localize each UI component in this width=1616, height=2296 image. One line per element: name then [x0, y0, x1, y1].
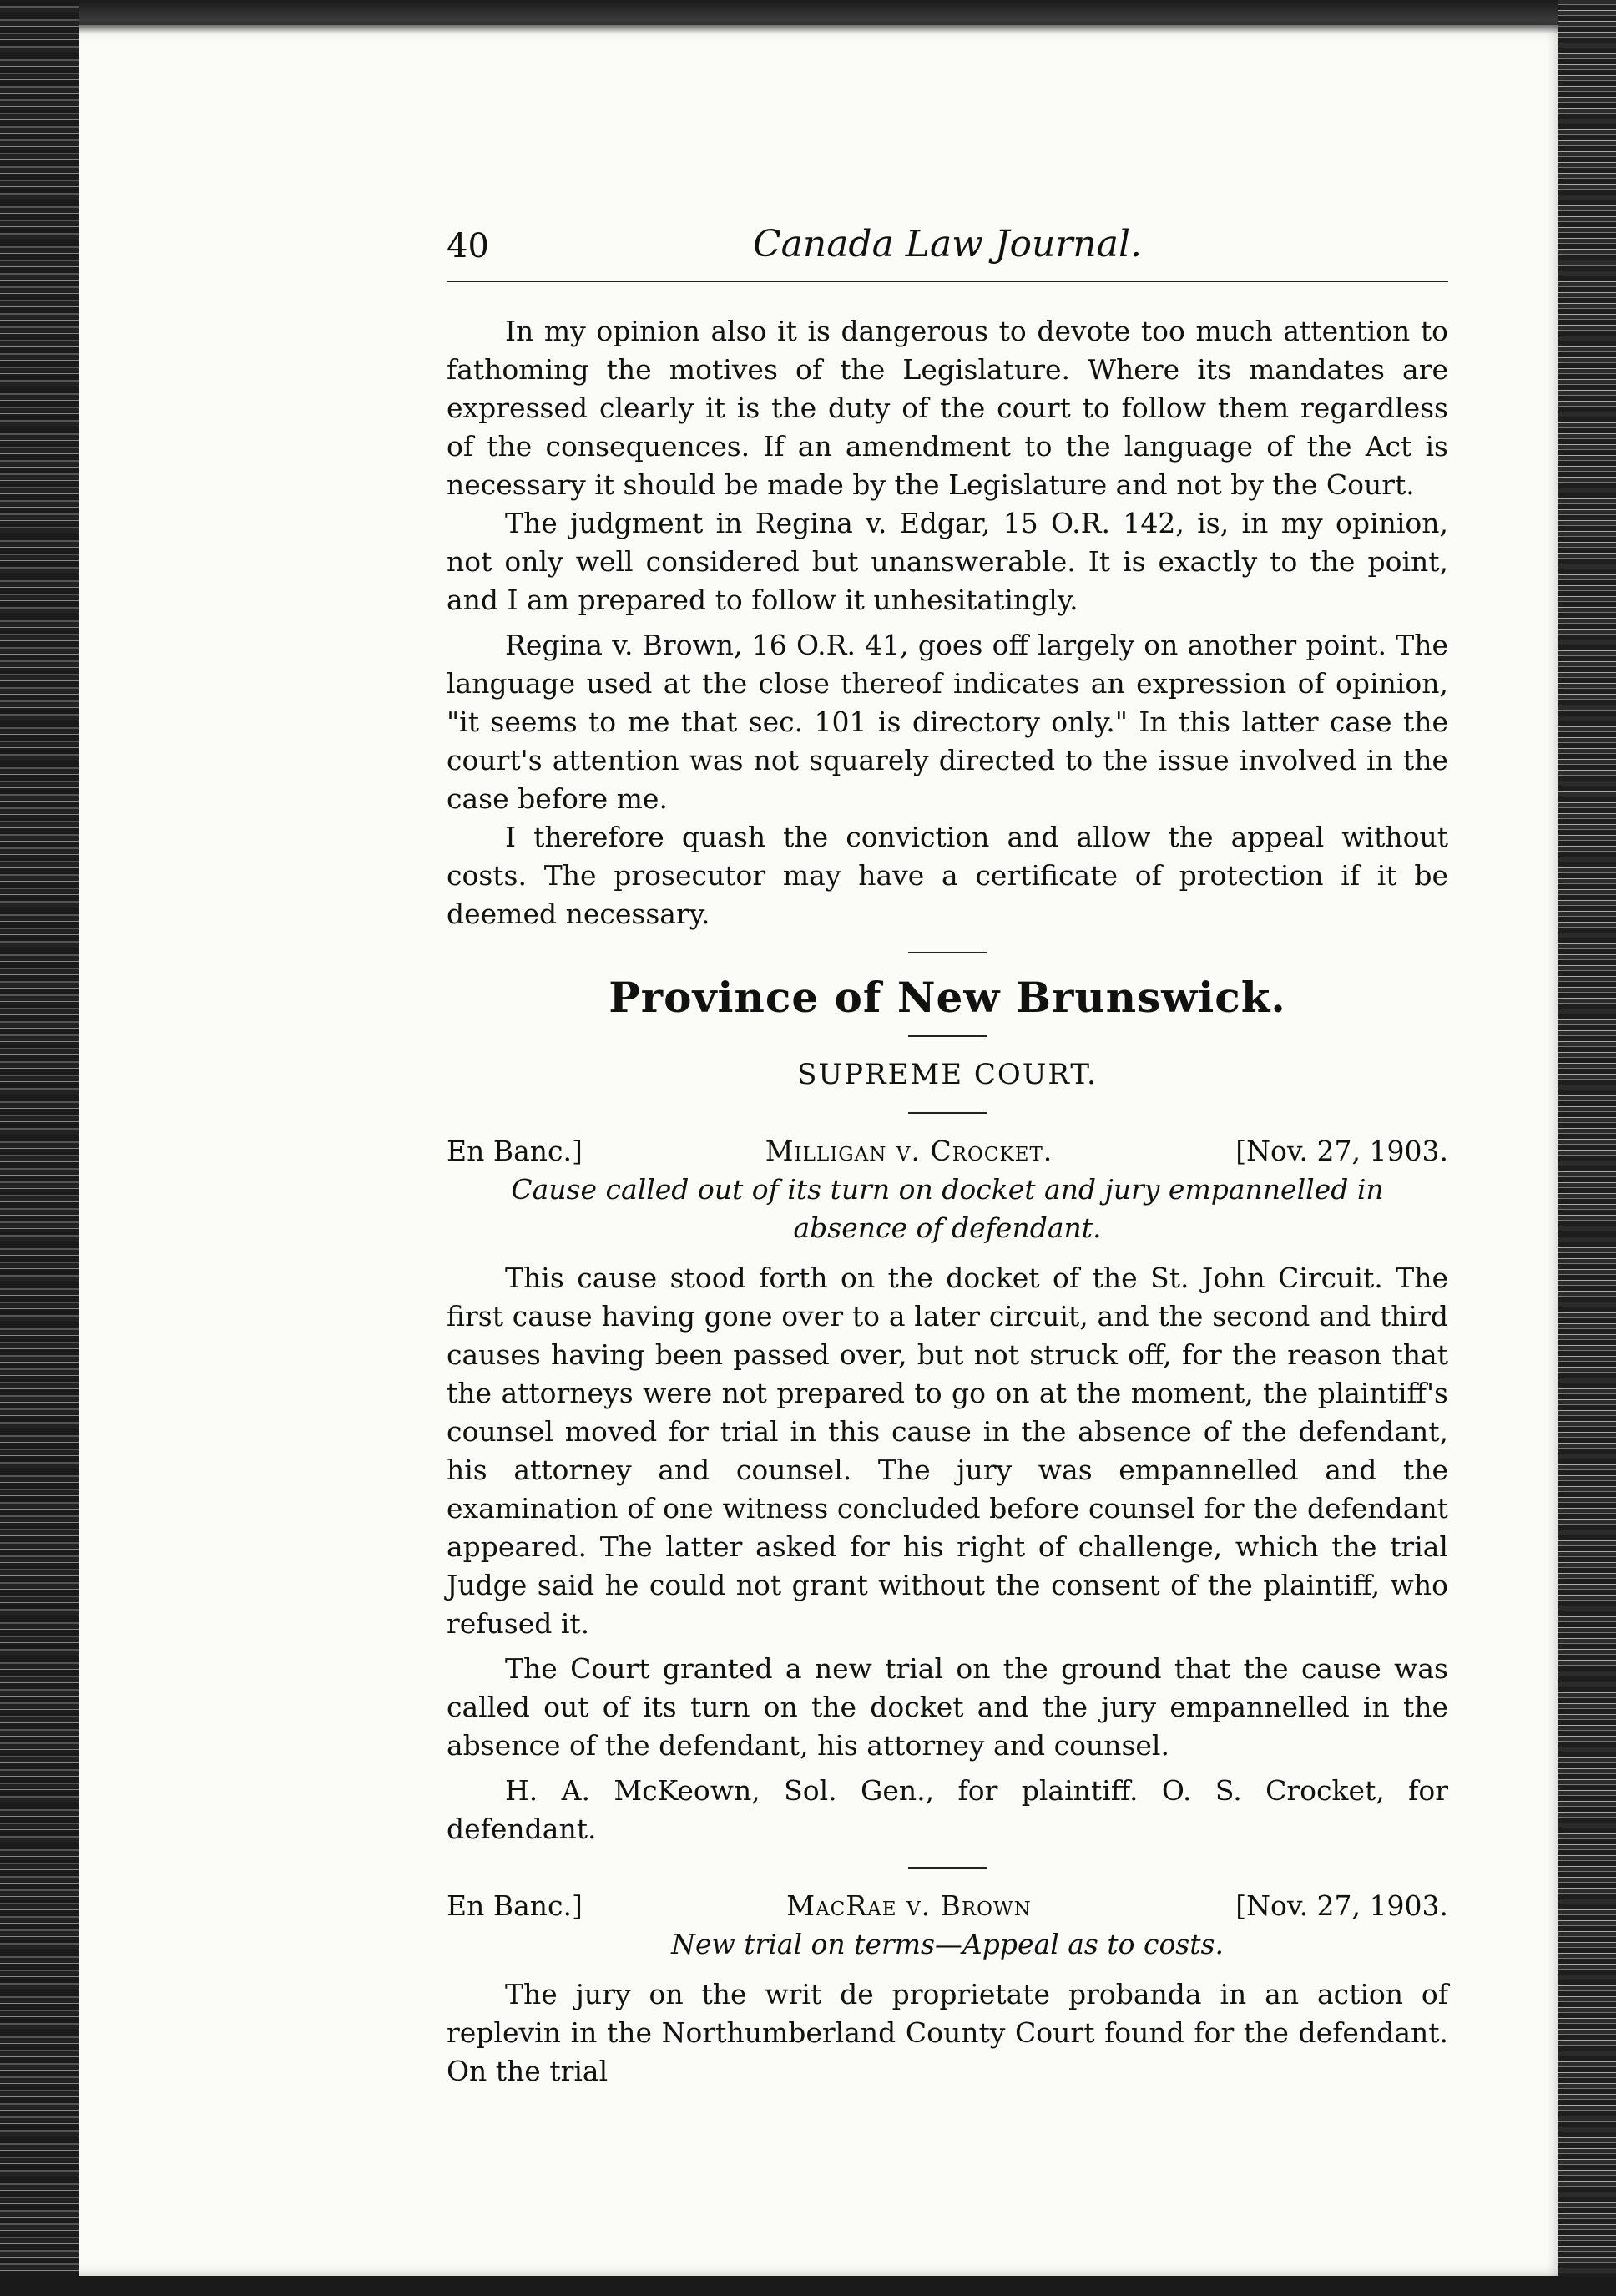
case-headnote: New trial on terms—Appeal as to costs.	[671, 1928, 1224, 1960]
page-number: 40	[447, 227, 489, 266]
paragraph: Regina v. Brown, 16 O.R. 41, goes off largely on another point. The language used at the close thereof indicates an expression of opinion, "it seems to me that sec. 101 is directory only." In this latter case the court's attention was not squarely directed to the issue involved in the case before me.	[447, 629, 1448, 815]
heading-divider	[908, 1112, 987, 1114]
journal-title: Canada Law Journal.	[752, 223, 1143, 266]
scan-border-left	[0, 0, 79, 2296]
scan-border-right	[1558, 0, 1616, 2296]
counsel-line: H. A. McKeown, Sol. Gen., for plaintiff. O. S. Crocket, for defendant.	[447, 1774, 1448, 1845]
case-headnote: Cause called out of its turn on docket and jury empannelled in absence of defendant.	[511, 1173, 1384, 1244]
case-title: MacRae v. Brown	[786, 1889, 1032, 1922]
paragraph: This cause stood forth on the docket of the St. John Circuit. The first cause having gone over to a later circuit, and the second and third causes having been passed over, but not struck off, for the reason that the attorneys were not prepared to go on at the moment, the plaintiff's counsel moved for trial in this cause in the absence of the defendant, his attorney and counsel. The jury was empannelled and the examination of one witness concluded before counsel for the defendant appeared. The latter asked for his right of challenge, which the trial Judge said he could not grant without the consent of the plaintiff, who refused it.	[447, 1262, 1448, 1640]
paragraph: I therefore quash the conviction and allow the appeal without costs. The prosecutor may have a certificate of protection if it be deemed necessary.	[447, 821, 1448, 930]
case-bench: En Banc.]	[447, 1135, 583, 1167]
case-caption	[447, 1887, 1448, 1925]
case-caption	[447, 1132, 1448, 1171]
paragraph: The jury on the writ de proprietate probanda in an action of replevin in the Northumberland County Court found for the defendant. On the trial	[447, 1978, 1448, 2087]
running-header	[447, 225, 1448, 282]
page-content	[447, 225, 1448, 2091]
section-divider	[908, 952, 987, 953]
case-date: [Nov. 27, 1903.	[1235, 1889, 1448, 1922]
court-heading: SUPREME COURT.	[797, 1058, 1098, 1091]
paragraph: The judgment in Regina v. Edgar, 15 O.R. 142, is, in my opinion, not only well considered but unanswerable. It is exactly to the point, and I am prepared to follow it unhesitatingly.	[447, 507, 1448, 616]
case-bench: En Banc.]	[447, 1889, 583, 1922]
scan-border-bottom	[0, 2276, 1616, 2296]
paragraph: The Court granted a new trial on the ground that the cause was called out of its turn on the docket and the jury empannelled in the absence of the defendant, his attorney and counsel.	[447, 1652, 1448, 1762]
paragraph: In my opinion also it is dangerous to devote too much attention to fathoming the motives of the Legislature. Where its mandates are expressed clearly it is the duty of the court to follow them regardless of the consequences. If an amendment to the language of the Act is necessary it should be made by the Legislature and not by the Court.	[447, 315, 1448, 501]
scan-border-top	[0, 0, 1616, 33]
case-title: Milligan v. Crocket.	[765, 1135, 1053, 1167]
heading-divider	[908, 1035, 987, 1037]
case-divider	[908, 1867, 987, 1869]
province-heading: Province of New Brunswick.	[609, 973, 1286, 1022]
case-date: [Nov. 27, 1903.	[1235, 1135, 1448, 1167]
